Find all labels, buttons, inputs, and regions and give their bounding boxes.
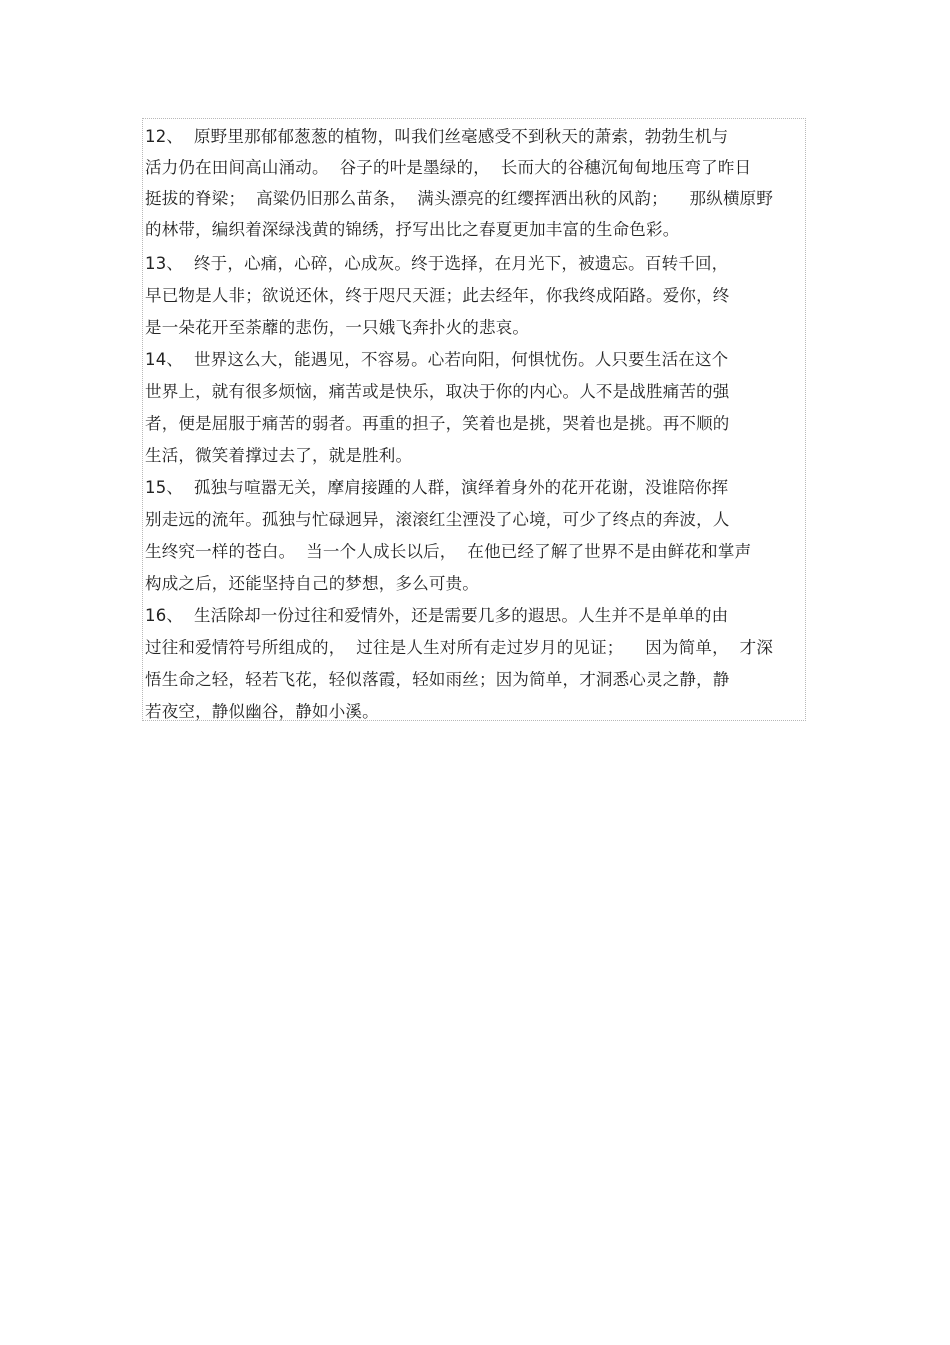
- text-line: 14、 世界这么大，能遇见，不容易。心若向阳，何惧忧伤。人只要生活在这个: [145, 350, 729, 369]
- text-line: 世界上，就有很多烦恼，痛苦或是快乐，取决于你的内心。人不是战胜痛苦的强: [145, 382, 730, 401]
- text-line: 悟生命之轻，轻若飞花，轻似落霞，轻如雨丝；因为简单，才洞悉心灵之静，静: [145, 670, 730, 689]
- text-line: 早已物是人非；欲说还休，终于咫尺天涯；此去经年，你我终成陌路。爱你，终: [145, 286, 730, 305]
- text-line: 若夜空，静似幽谷，静如小溪。: [145, 702, 379, 721]
- text-line: 别走远的流年。孤独与忙碌迥异，滚滚红尘湮没了心境，可少了终点的奔波，人: [145, 510, 730, 529]
- text-line: 是一朵花开至荼蘼的悲伤，一只娥飞奔扑火的悲哀。: [145, 318, 530, 337]
- text-line: 过往和爱情符号所组成的， 过往是人生对所有走过岁月的见证； 因为简单， 才深: [145, 638, 774, 657]
- text-line: 生终究一样的苍白。 当一个人成长以后， 在他已经了解了世界不是由鲜花和掌声: [145, 542, 752, 561]
- text-line: 的林带，编织着深绿浅黄的锦绣，抒写出比之春夏更加丰富的生命色彩。: [145, 220, 680, 239]
- text-line: 构成之后，还能坚持自己的梦想，多么可贵。: [145, 574, 479, 593]
- text-line: 活力仍在田间高山涌动。 谷子的叶是墨绿的， 长而大的谷穗沉甸甸地压弯了昨日: [145, 158, 752, 177]
- text-line: 挺拔的脊梁； 高粱仍旧那么苗条， 满头漂亮的红缨挥洒出秋的风韵； 那纵横原野: [145, 189, 774, 208]
- text-line: 者，便是屈服于痛苦的弱者。再重的担子，笑着也是挑，哭着也是挑。再不顺的: [145, 414, 730, 433]
- text-line: 12、 原野里那郁郁葱葱的植物，叫我们丝毫感受不到秋天的萧索，勃勃生机与: [145, 127, 729, 146]
- text-line: 13、 终于，心痛，心碎，心成灰。终于选择，在月光下，被遗忘。百转千回，: [145, 254, 729, 273]
- text-line: 生活，微笑着撑过去了，就是胜利。: [145, 446, 413, 465]
- text-line: 16、 生活除却一份过往和爱情外，还是需要几多的遐思。人生并不是单单的由: [145, 606, 729, 625]
- text-line: 15、 孤独与喧嚣无关，摩肩接踵的人群，演绎着身外的花开花谢，没谁陪你挥: [145, 478, 729, 497]
